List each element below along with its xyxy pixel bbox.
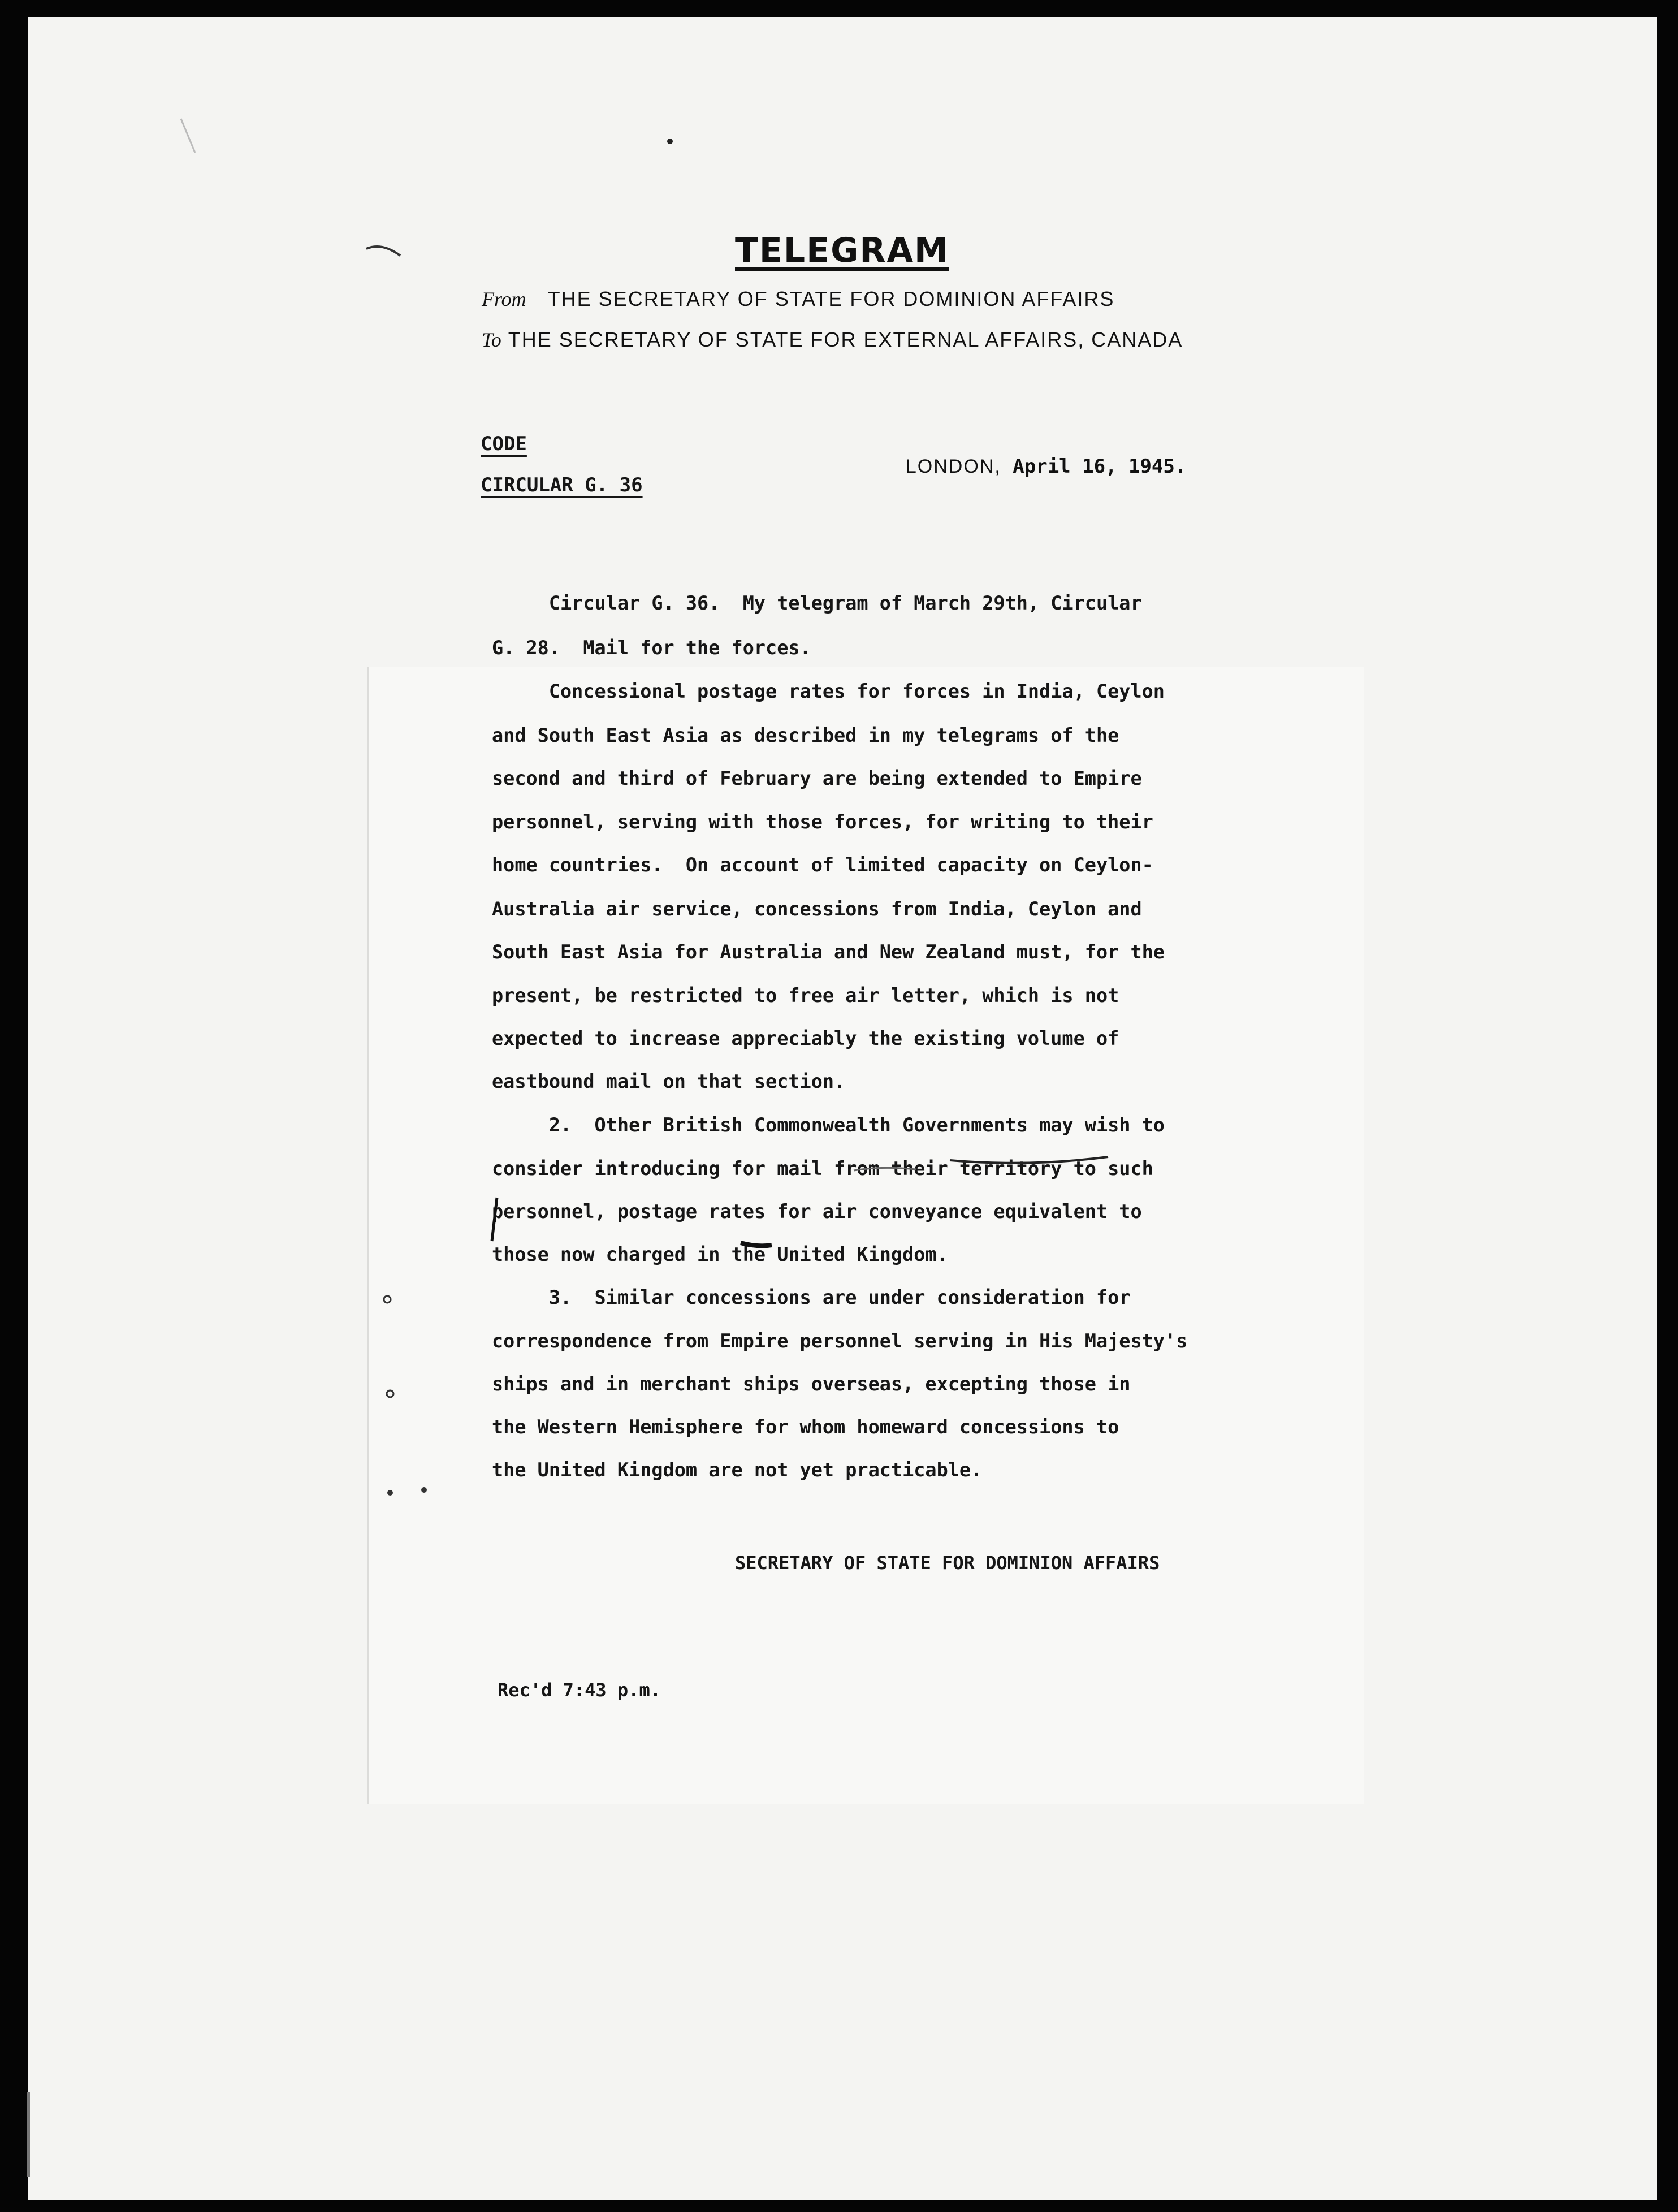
body-line: personnel, postage rates for air conveyance equivalent to — [492, 1200, 1142, 1222]
underline-mark — [950, 1157, 1108, 1163]
to-value: THE SECRETARY OF STATE FOR EXTERNAL AFFAIRS, CANADA — [508, 328, 1183, 351]
body-line: ships and in merchant ships overseas, excepting those in — [492, 1373, 1131, 1395]
body-line: Circular G. 36. My telegram of March 29th, Circular — [492, 592, 1142, 614]
body-line: South East Asia for Australia and New Zealand must, for the — [492, 941, 1165, 963]
body-line: consider introducing for mail from their territory to such — [492, 1157, 1153, 1180]
body-line: those now charged in the United Kingdom. — [492, 1243, 948, 1265]
margin-tick-mark — [492, 1198, 497, 1241]
body-line: Concessional postage rates for forces in India, Ceylon — [492, 680, 1165, 702]
scratch-mark — [181, 119, 195, 153]
body-line: home countries. On account of limited capacity on Ceylon- — [492, 854, 1153, 876]
body-line: eastbound mail on that section. — [492, 1070, 846, 1092]
date: April 16, 1945. — [1013, 455, 1187, 478]
to-label: To — [482, 329, 501, 351]
hole-mark — [387, 1490, 393, 1496]
body-line: 3. Similar concessions are under consideration for — [492, 1286, 1131, 1308]
hole-mark — [384, 1296, 391, 1303]
telegram-title: TELEGRAM — [735, 231, 949, 270]
body-line: second and third of February are being extended to Empire — [492, 767, 1142, 789]
body-line: present, be restricted to free air letter, which is not — [492, 984, 1119, 1006]
hole-mark — [387, 1390, 393, 1397]
body-line: and South East Asia as described in my telegrams of the — [492, 724, 1119, 746]
body-line: correspondence from Empire personnel serving in His Majesty's — [492, 1330, 1188, 1352]
body-line: Australia air service, concessions from India, Ceylon and — [492, 898, 1142, 920]
body-line: the Western Hemisphere for whom homeward concessions to — [492, 1416, 1119, 1438]
body-line: the United Kingdom are not yet practicable. — [492, 1459, 983, 1481]
from-value: THE SECRETARY OF STATE FOR DOMINION AFFAIRS — [547, 287, 1115, 310]
underline-mark — [741, 1243, 772, 1246]
signature: SECRETARY OF STATE FOR DOMINION AFFAIRS — [735, 1552, 1160, 1574]
smudge-mark — [854, 1168, 916, 1170]
body-line: G. 28. Mail for the forces. — [492, 637, 811, 659]
body-line: personnel, serving with those forces, for writing to their — [492, 811, 1153, 833]
code-label: CODE — [481, 433, 527, 455]
corner-mark — [366, 247, 400, 256]
circular-label: CIRCULAR G. 36 — [481, 474, 643, 496]
received-time: Rec'd 7:43 p.m. — [498, 1679, 661, 1701]
hole-mark — [421, 1487, 427, 1493]
speck-mark — [667, 139, 673, 144]
body-line: expected to increase appreciably the existing volume of — [492, 1027, 1119, 1049]
body-line: 2. Other British Commonwealth Governments may wish to — [492, 1114, 1165, 1136]
place: LONDON, — [905, 456, 1001, 477]
from-label: From — [482, 288, 526, 310]
